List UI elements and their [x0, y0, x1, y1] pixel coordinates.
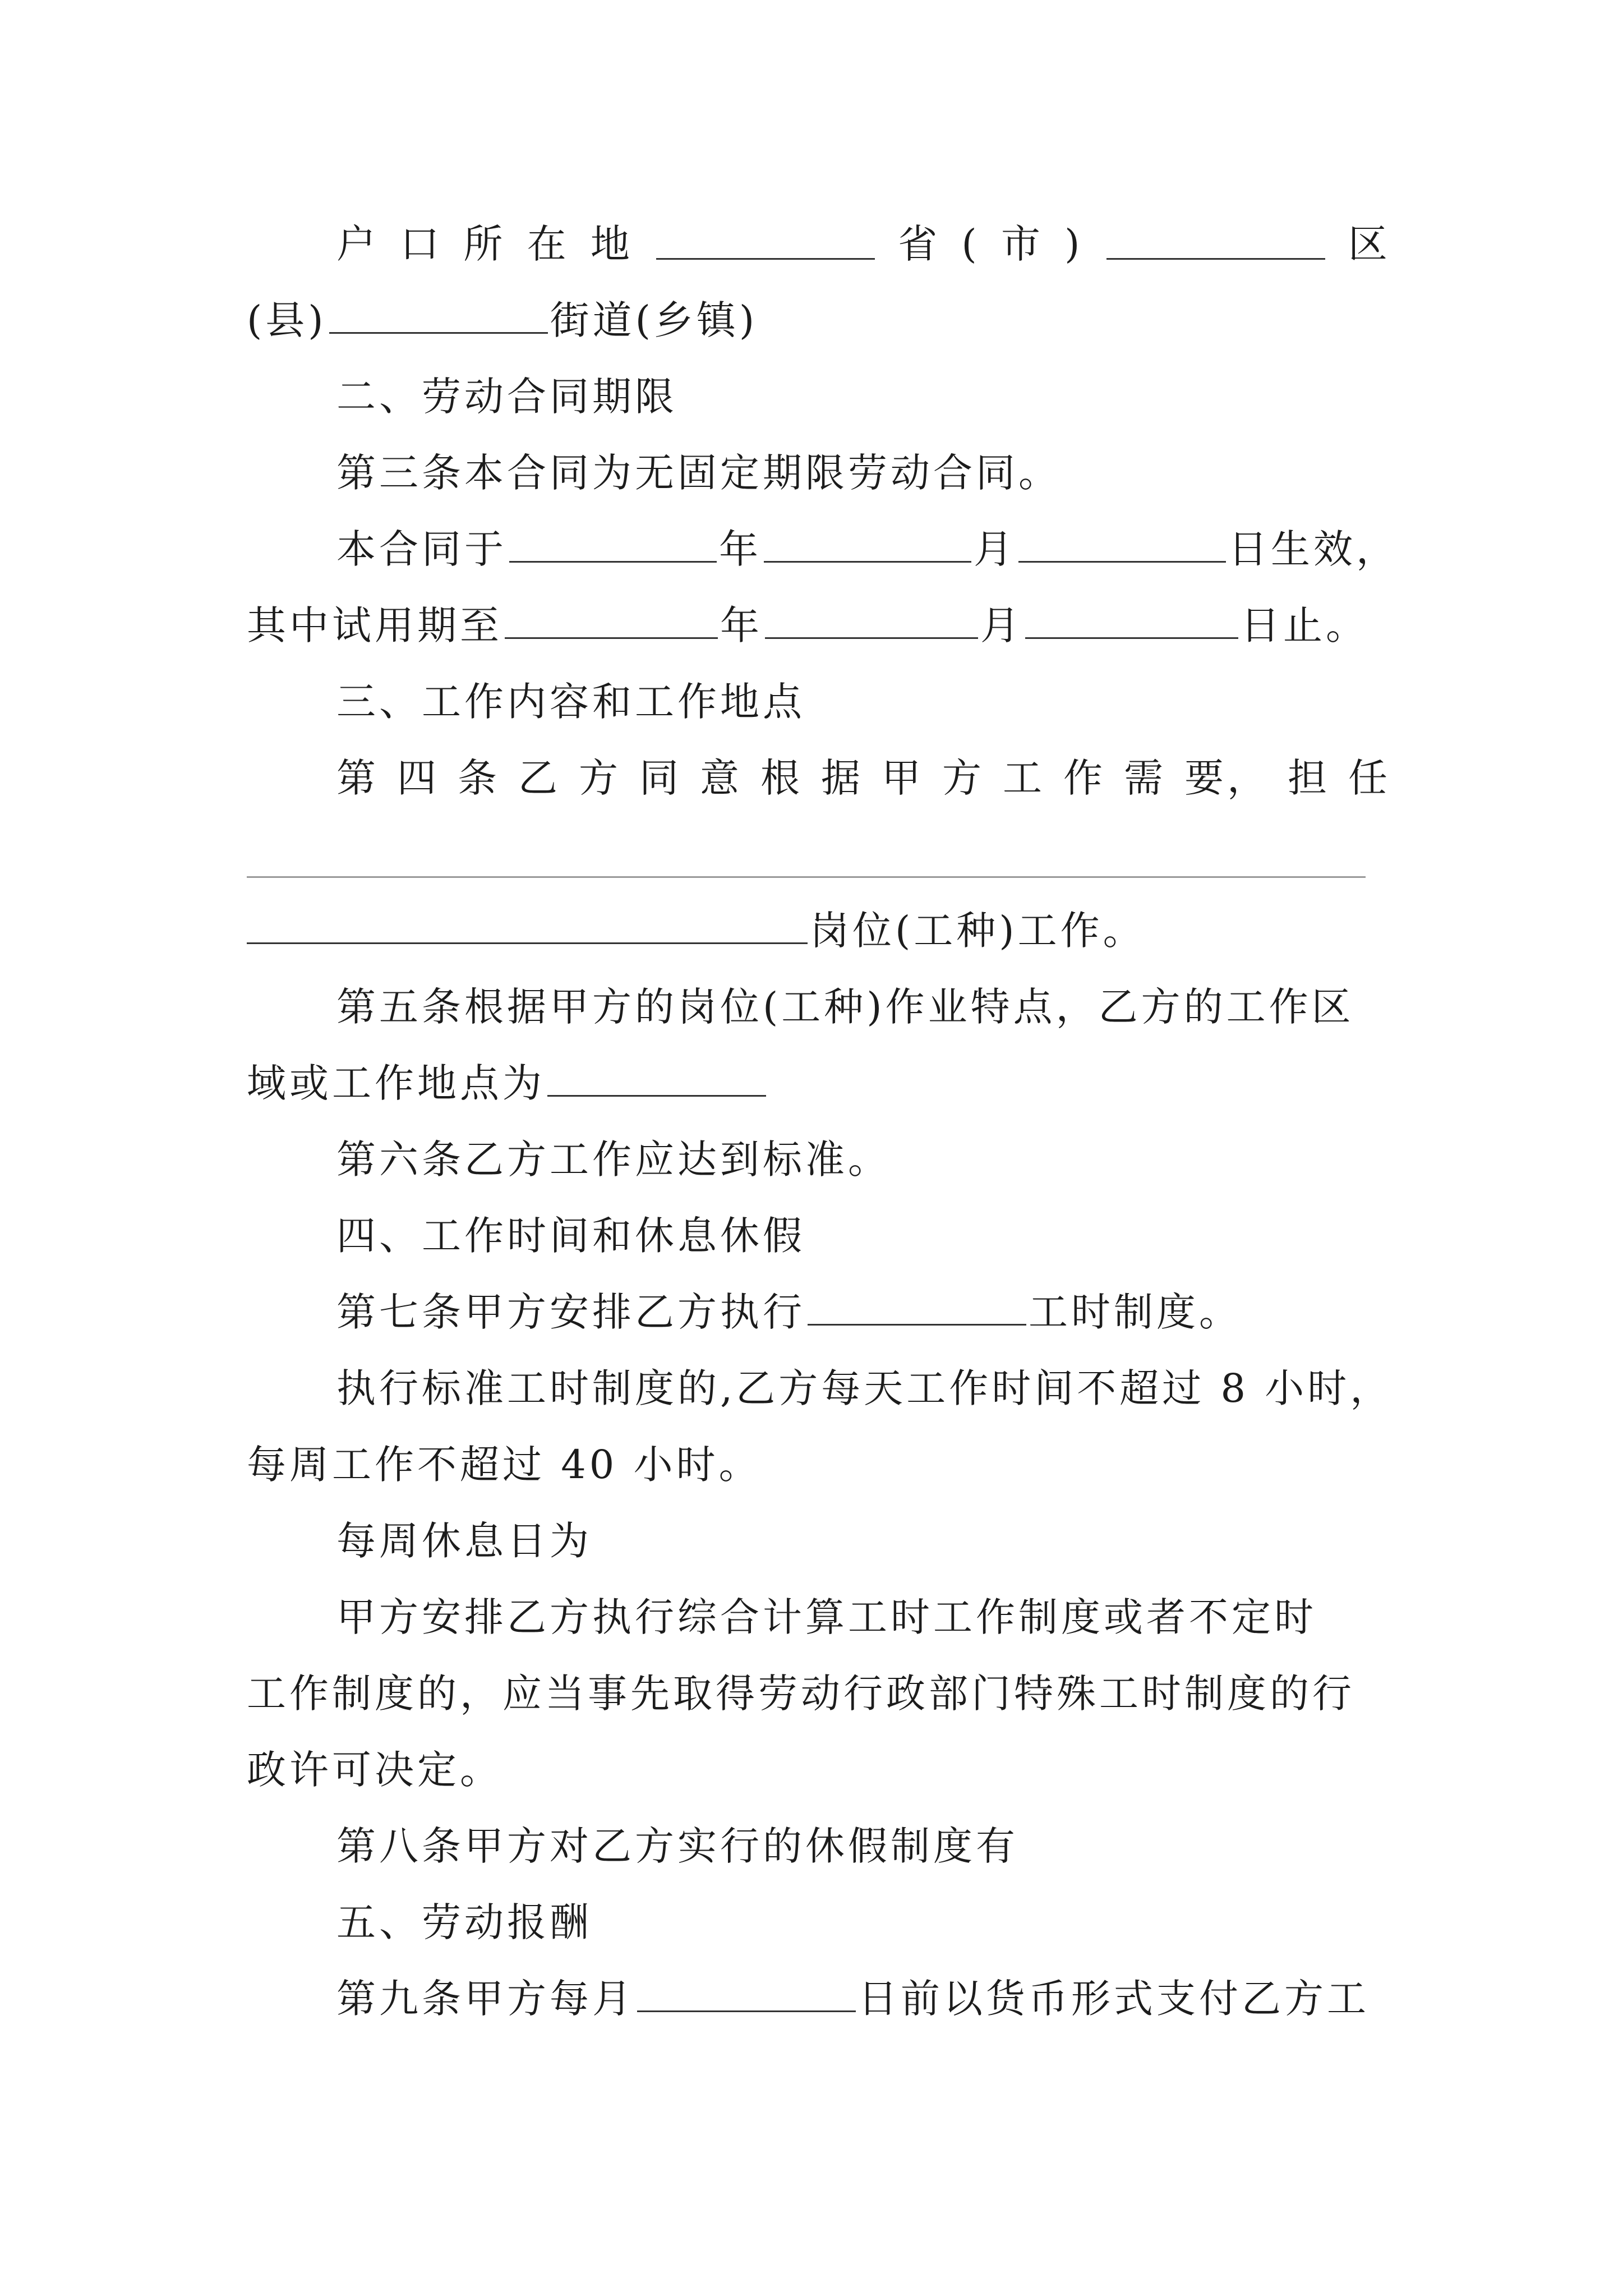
text: 日生效，: [1228, 526, 1399, 572]
text: 担: [1288, 755, 1330, 801]
text: 要，: [1184, 755, 1270, 801]
hours-system-blank: [808, 1295, 1026, 1326]
article-3: 第三条本合同为无固定期限劳动合同。: [336, 450, 1061, 496]
text: 乙: [518, 755, 561, 801]
text: 工: [1003, 755, 1045, 801]
flexible-hours-text-cont: 工作制度的，应当事先取得劳动行政部门特殊工时制度的行: [247, 1671, 1355, 1717]
text: 据: [821, 755, 864, 801]
text: 地: [590, 221, 633, 267]
article-7: [247, 1281, 1391, 1343]
position-blank-line: [247, 876, 1366, 878]
household-registration-line: [247, 213, 1391, 275]
text: (: [961, 221, 980, 267]
text: 四: [397, 755, 440, 801]
text: 岗位(工种)工作。: [810, 908, 1146, 954]
weekly-rest-day: 每周休息日为: [336, 1518, 592, 1564]
text: 年: [720, 602, 763, 648]
section-heading-working-hours: 四、工作时间和休息休假: [336, 1213, 805, 1259]
text: ): [1064, 221, 1083, 267]
section-heading-remuneration: 五、劳动报酬: [336, 1899, 592, 1945]
text: 市: [1000, 221, 1044, 267]
text: 需: [1124, 755, 1166, 801]
text: 意: [700, 755, 743, 801]
text: 街道(乡镇): [550, 297, 758, 343]
article-6: 第六条乙方工作应达到标准。: [336, 1137, 891, 1182]
article-5: 第五条根据甲方的岗位(工种)作业特点，乙方的工作区: [336, 984, 1354, 1030]
text: 根: [760, 755, 803, 801]
text: 省: [898, 221, 941, 267]
text: 口: [400, 221, 443, 267]
text: 年: [719, 526, 762, 572]
text: 月: [974, 526, 1016, 572]
text: 同: [639, 755, 682, 801]
month-blank: [765, 608, 978, 639]
text: 其中试用期至: [247, 602, 502, 648]
day-blank: [1025, 608, 1238, 639]
text: (县): [247, 297, 327, 343]
text: 条: [458, 755, 500, 801]
probation-line: [247, 595, 1391, 656]
day-blank: [1018, 532, 1226, 563]
pay-day-blank: [637, 1981, 856, 2012]
flexible-hours-text-end: 政许可决定。: [247, 1747, 502, 1793]
text: 域或工作地点为: [247, 1060, 545, 1106]
year-blank: [505, 608, 718, 639]
text: 在: [527, 221, 570, 267]
text: 日止。: [1241, 602, 1368, 648]
text: 第: [336, 755, 379, 801]
city-blank: [1106, 229, 1325, 260]
county-street-line: [247, 289, 1391, 351]
flexible-hours-text: 甲方安排乙方执行综合计算工时工作制度或者不定时: [336, 1594, 1317, 1640]
standard-hours-text-cont: 每周工作不超过 40 小时。: [247, 1442, 762, 1488]
text: 月: [980, 602, 1023, 648]
county-blank: [329, 303, 548, 334]
text: 所: [463, 221, 506, 267]
text: 户: [336, 221, 379, 267]
position-line: [247, 900, 1391, 961]
text: 作: [1063, 755, 1106, 801]
location-blank: [547, 1066, 766, 1097]
year-blank: [509, 532, 717, 563]
text: 方: [579, 755, 621, 801]
text: 工时制度。: [1029, 1289, 1242, 1335]
work-location-line: [247, 1052, 1391, 1114]
position-blank: [247, 913, 808, 944]
province-blank: [656, 229, 875, 260]
standard-hours-text: 执行标准工时制度的,乙方每天工作时间不超过 8 小时，: [336, 1365, 1393, 1411]
article-8: 第八条甲方对乙方实行的休假制度有: [336, 1823, 1018, 1869]
article-4: [247, 747, 1391, 809]
text: 区: [1348, 221, 1391, 267]
effective-date-line: [247, 518, 1399, 580]
text: 甲: [882, 755, 924, 801]
section-heading-work-content: 三、工作内容和工作地点: [336, 679, 805, 725]
text: 本合同于: [336, 526, 507, 572]
text: 第七条甲方安排乙方执行: [336, 1289, 805, 1335]
section-heading-contract-term: 二、劳动合同期限: [336, 374, 677, 420]
text: 第九条甲方每月: [336, 1976, 635, 2022]
article-9: [247, 1968, 1391, 2030]
month-blank: [764, 532, 971, 563]
text: 日前以货币形式支付乙方工: [858, 1976, 1370, 2022]
text: 方: [942, 755, 985, 801]
text: 任: [1348, 755, 1391, 801]
